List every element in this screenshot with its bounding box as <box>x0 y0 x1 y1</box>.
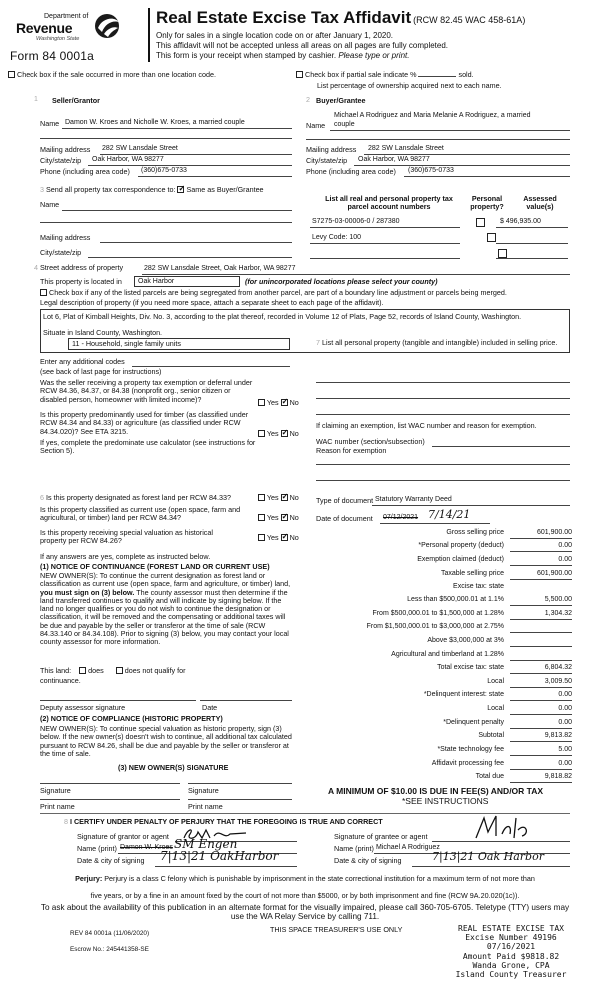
personal-property-line-2[interactable] <box>316 398 570 399</box>
parcel-line-3 <box>310 258 460 259</box>
calc-row <box>316 746 572 757</box>
grantor-name-handwritten[interactable]: SM Engen <box>174 837 238 851</box>
calc-label: From $500,000.01 to $1,500,000 at 1.28% <box>372 610 504 617</box>
buyer-heading: Buyer/Grantee <box>316 96 366 105</box>
calc-label: *Delinquent penalty <box>443 719 504 726</box>
segregated-row <box>40 289 507 297</box>
grantee-date-label: Date & city of signing <box>334 856 402 865</box>
calc-row <box>316 705 572 716</box>
calc-label: Exemption claimed (deduct) <box>417 556 504 563</box>
personal-property-checkbox-1[interactable] <box>476 218 485 227</box>
seller-mail-value[interactable]: 282 SW Lansdale Street <box>102 145 178 152</box>
buyer-mail-line <box>364 154 570 155</box>
calc-value[interactable]: 0.00 <box>510 542 572 552</box>
exemption-reason-label: Reason for exemption <box>316 446 387 455</box>
assessed-line-3 <box>496 258 568 259</box>
grantee-name-label: Name (print) <box>334 844 374 853</box>
grantor-signature-label: Signature of grantor or agent <box>77 832 169 841</box>
calc-label: Above $3,000,000 at 3% <box>427 637 504 644</box>
legal-description-label: Legal description of property (if you need more space, attach a separate sheet to each page of the affidavit). <box>40 298 384 307</box>
same-as-buyer-label: Same as Buyer/Grantee <box>186 185 264 194</box>
notice-continuance-body-b: The county assessor must then determine if the land transferred continues to qualify and will indicate by signing below. If the land no longer qualifies or you do not wish to continue the designation or classification, it will be removed and the compensating or additional taxes will be due and payable by the seller or transferor at the time of sale (RCW 84.33.140 or 84.34.108). Prior to signing (3) below, you may contact your local county assessor for more information. <box>40 587 289 647</box>
calc-value[interactable]: 0.00 <box>510 556 572 566</box>
calc-label: Gross selling price <box>446 529 504 536</box>
answers-instruction: If any answers are yes, complete as instructed below. <box>40 552 211 561</box>
seller-name-label: Name <box>40 119 60 128</box>
header-divider <box>148 8 150 62</box>
does-not-label: does not qualify for <box>124 666 186 675</box>
stamp-line-6: Island County Treasurer <box>455 969 567 979</box>
calc-row <box>316 719 572 730</box>
calc-label: *Delinquent interest: state <box>423 691 504 698</box>
grantee-signature-label: Signature of grantee or agent <box>334 832 428 841</box>
document-date-label: Date of document <box>316 514 373 523</box>
perjury-text: Perjury is a class C felony which is punishable by imprisonment in the state correctional institution for a maximum term of not more than <box>104 874 535 883</box>
grantor-date-label: Date & city of signing <box>77 856 145 865</box>
buyer-mail-label: Mailing address <box>306 145 357 154</box>
logo-text-department: Department of <box>44 13 89 20</box>
forest-no-checkbox[interactable] <box>281 494 288 501</box>
personal-property-header: Personal property? <box>470 194 504 212</box>
historic-no-label: No <box>289 533 299 542</box>
seller-phone-value[interactable]: (360)675-0733 <box>141 167 187 174</box>
calc-row <box>316 610 572 621</box>
stamp-line-4: Amount Paid $9818.82 <box>462 951 560 961</box>
calc-label: Local <box>487 705 504 712</box>
calc-row <box>316 732 572 743</box>
calc-value[interactable]: 0.00 <box>510 760 572 770</box>
stamp-line-1: REAL ESTATE EXCISE TAX <box>458 924 564 933</box>
correspondence-number: 3 <box>40 185 44 194</box>
buyer-name-line-2 <box>306 139 570 140</box>
stamp-line-5: Wanda Grone, CPA <box>472 960 550 970</box>
calc-value[interactable]: 0.00 <box>510 691 572 701</box>
seller-name-line <box>62 128 292 129</box>
does-label: does <box>88 666 104 675</box>
continuance-label: continuance. <box>40 676 81 685</box>
calc-value[interactable]: 9,818.82 <box>510 773 572 783</box>
owner-print-label-1: Print name <box>40 802 75 811</box>
calc-value[interactable]: 1,304.32 <box>510 610 572 620</box>
same-as-buyer-checkbox[interactable] <box>177 186 184 193</box>
correspondence-name-line[interactable] <box>62 210 292 211</box>
assessed-value-1[interactable]: $ 496,935.00 <box>500 218 541 225</box>
grantor-name-label: Name (print) <box>77 844 117 853</box>
calc-value[interactable]: 6,804.32 <box>510 664 572 674</box>
correspondence-name-label: Name <box>40 200 60 209</box>
perjury-statement <box>40 875 570 883</box>
property-street-row <box>34 264 123 272</box>
forest-question <box>40 494 231 502</box>
section-7-number: 7 <box>316 338 320 347</box>
property-street-value[interactable]: 282 SW Lansdale Street, Oak Harbor, WA 98277 <box>144 265 296 272</box>
calc-row <box>316 529 572 540</box>
calc-row <box>316 583 572 594</box>
historic-yes-no <box>258 534 299 542</box>
owner-print-label-2: Print name <box>188 802 223 811</box>
section-6-number: 6 <box>40 493 44 502</box>
land-use-value: 11 - Household, single family units <box>72 339 181 348</box>
grantor-date-handwritten[interactable]: 7|13|21 OakHarbor <box>160 849 279 863</box>
notice-continuance-body-a: NEW OWNER(S): To continue the current designation as forest land or classification as current use (open space, farm and agriculture, or timber) land, <box>40 571 291 589</box>
treasurer-stamp <box>436 924 586 979</box>
calc-row <box>316 596 572 607</box>
calc-value[interactable]: 5,500.00 <box>510 596 572 606</box>
calc-row <box>316 570 572 581</box>
grantor-date-line <box>155 866 297 867</box>
timber-yes-checkbox[interactable] <box>258 430 265 437</box>
header-note-2: This affidavit will not be accepted unless all areas on all pages are fully completed. <box>156 41 449 50</box>
timber-no-label: No <box>289 429 299 438</box>
owner-signature-label-2: Signature <box>188 786 219 795</box>
grantee-signature-image[interactable] <box>470 814 550 842</box>
stamp-line-3: 07/16/2021 <box>486 942 536 952</box>
header-note-3-italic: Please type or print. <box>338 51 410 60</box>
calc-label: Total excise tax: state <box>437 664 504 671</box>
owner-signature-line-2[interactable] <box>188 783 292 784</box>
parcel-line-1 <box>310 227 460 228</box>
current-use-yes-label: Yes <box>266 513 279 522</box>
personal-property-line-1[interactable] <box>316 382 570 383</box>
exemption-no-label: No <box>289 398 299 407</box>
logo-text-revenue: Revenue <box>16 20 73 36</box>
deputy-date-line[interactable] <box>200 700 292 701</box>
revenue-logo <box>10 8 130 48</box>
timber-question: Is this property predominantly used for timber (as classified under RCW 84.34 and 84.33) or agriculture (as classified under RCW 84.34.020)? See ETA 3215. <box>40 410 249 436</box>
seller-phone-label: Phone (including area code) <box>40 167 130 176</box>
form-title-rcw: (RCW 82.45 WAC 458-61A) <box>413 15 526 25</box>
calc-value[interactable]: 601,900.00 <box>510 529 572 539</box>
deputy-date-label: Date <box>202 703 218 712</box>
located-select[interactable] <box>134 276 240 287</box>
owner-print-line-1[interactable] <box>40 799 180 800</box>
parcel-header: List all real and personal property tax parcel account numbers <box>325 194 453 212</box>
calc-label: *State technology fee <box>437 746 504 753</box>
multi-location-checkbox[interactable] <box>8 71 15 78</box>
calc-label: Agricultural and timberland at 1.28% <box>391 651 504 658</box>
partial-sale-row <box>296 71 474 79</box>
calc-row <box>316 637 572 648</box>
header-note-1: Only for sales in a single location code on or after January 1, 2020. <box>156 31 394 40</box>
located-select-value: Oak Harbor <box>138 278 175 285</box>
calc-label: Local <box>487 678 504 685</box>
revision-label: REV 84 0001a (11/06/2020) <box>70 930 150 937</box>
calc-label: Excise tax: state <box>453 583 504 590</box>
current-use-question: Is this property classified as current use (open space, farm and agricultural, or timber) land per RCW 84.34? <box>40 505 241 523</box>
timber-no-checkbox[interactable] <box>281 430 288 437</box>
levy-code-value[interactable]: Levy Code: 100 <box>312 234 362 241</box>
calc-value[interactable] <box>510 651 572 661</box>
additional-codes-label: Enter any additional codes <box>40 357 125 366</box>
seller-city-value[interactable]: Oak Harbor, WA 98277 <box>92 156 164 163</box>
certify-title-text: I CERTIFY UNDER PENALTY OF PERJURY THAT THE FOREGOING IS TRUE AND CORRECT <box>70 817 383 826</box>
document-type-label: Type of document <box>316 496 374 505</box>
section-7-text: List all personal property (tangible and intangible) included in selling price. <box>322 338 558 347</box>
this-land-label: This land: <box>40 666 72 675</box>
logo-swoosh-icon <box>92 12 126 40</box>
buyer-name-label: Name <box>306 121 326 130</box>
seller-name-value[interactable]: Damon W. Kroes and Nicholle W. Kroes, a married couple <box>65 119 245 126</box>
seller-city-line <box>88 165 292 166</box>
calc-value[interactable]: 5.00 <box>510 746 572 756</box>
partial-sale-checkbox[interactable] <box>296 71 303 78</box>
calc-value[interactable]: 0.00 <box>510 719 572 729</box>
buyer-name-value-1[interactable]: Michael A Rodriguez and Maria Melanie A Rodriguez, a married <box>334 112 531 119</box>
exemption-reason-line-2[interactable] <box>316 480 570 481</box>
seller-mail-line <box>100 154 292 155</box>
multi-location-row <box>8 71 216 79</box>
current-use-no-checkbox[interactable] <box>281 514 288 521</box>
seller-mail-label: Mailing address <box>40 145 91 154</box>
grantee-name-value[interactable]: Michael A Rodriguez <box>376 844 440 851</box>
unincorporated-note: (for unincorporated locations please select your county) <box>245 277 438 286</box>
seller-section-number: 1 <box>34 96 38 103</box>
partial-sale-percent-field[interactable] <box>418 76 456 77</box>
calc-label: Subtotal <box>478 732 504 739</box>
segregated-label: Check box if any of the listed parcels are being segregated from another parcel, are part of a boundary line adjustment or parcels being merged. <box>49 288 507 297</box>
calc-label: From $1,500,000.01 to $3,000,000 at 2.75% <box>366 623 504 630</box>
document-type-line <box>372 505 570 506</box>
exemption-reason-line-1[interactable] <box>316 464 570 465</box>
exemption-claim-label: If claiming an exemption, list WAC number and reason for exemption. <box>316 421 537 430</box>
located-label: This property is located in <box>40 277 122 286</box>
buyer-phone-value[interactable]: (360)675-0733 <box>408 167 454 174</box>
current-use-no-label: No <box>289 513 299 522</box>
wac-number-label: WAC number (section/subsection) <box>316 437 425 446</box>
assessed-line-1 <box>496 227 568 228</box>
grantee-date-handwritten[interactable]: 7|13|21 Oak Harbor <box>432 850 544 863</box>
does-not-qualify-checkbox[interactable] <box>116 667 123 674</box>
certify-number: 8 <box>64 817 68 826</box>
document-date-old: 07/12/2021 <box>383 514 419 521</box>
correspondence-mail-label: Mailing address <box>40 233 91 242</box>
exemption-yes-label: Yes <box>266 398 279 407</box>
seller-name-line-2 <box>40 138 292 139</box>
correspondence-city-label: City/state/zip <box>40 248 82 257</box>
personal-property-checkbox-2[interactable] <box>487 233 496 242</box>
correspondence-row <box>40 186 264 194</box>
calc-row <box>316 773 572 784</box>
assessed-line-2 <box>496 243 568 244</box>
forest-no-label: No <box>289 493 299 502</box>
correspondence-city-line[interactable] <box>88 257 292 258</box>
partial-sale-note: List percentage of ownership acquired next to each name. <box>317 81 502 90</box>
calc-label: Less than $500,000.01 at 1.1% <box>407 596 504 603</box>
legal-description-line-2: Situate in Island County, Washington. <box>43 328 163 337</box>
forest-question-text: Is this property designated as forest land per RCW 84.33? <box>46 493 231 502</box>
timber-yes-label: Yes <box>266 429 279 438</box>
land-use-select[interactable] <box>68 338 290 350</box>
perjury-label: Perjury: <box>75 874 103 883</box>
see-instructions: *SEE INSTRUCTIONS <box>402 796 489 806</box>
calc-row <box>316 556 572 567</box>
logo-text-state: Washington State <box>36 36 80 42</box>
buyer-phone-line <box>404 176 570 177</box>
document-type-value[interactable]: Statutory Warranty Deed <box>375 496 452 503</box>
correspondence-name-line-2[interactable] <box>40 222 292 223</box>
calc-value[interactable] <box>510 623 572 633</box>
historic-no-checkbox[interactable] <box>281 534 288 541</box>
seller-heading: Seller/Grantor <box>52 96 100 105</box>
legal-description-line-1: Lot 6, Plat of Kimball Heights, Div. No. 3, according to the plat thereof, recorded in Volume 12 of Plats, Page 52, records of Island County, Washington. <box>43 312 522 321</box>
wac-number-line[interactable] <box>432 446 570 447</box>
document-date-line <box>380 523 490 524</box>
stamp-line-2: Excise Number 49196 <box>465 933 557 943</box>
calc-row <box>316 664 572 675</box>
multi-location-label: Check box if the sale occurred in more than one location code. <box>17 70 216 79</box>
calc-value[interactable]: 0.00 <box>510 705 572 715</box>
timber-calculator-note: If yes, complete the predominate use calculator (see instructions for Section 5). <box>40 438 256 456</box>
exemption-no-checkbox[interactable] <box>281 399 288 406</box>
notice-compliance-title: (2) NOTICE OF COMPLIANCE (HISTORIC PROPERTY) <box>40 714 223 723</box>
grantor-name-typed: Damon W. Kroes <box>120 844 173 851</box>
timber-yes-no <box>258 430 299 438</box>
forest-yes-checkbox[interactable] <box>258 494 265 501</box>
header-note-3-text: This form is your receipt when stamped by cashier. <box>156 51 337 60</box>
form-title-text: Real Estate Excise Tax Affidavit <box>156 8 412 27</box>
calc-row <box>316 651 572 662</box>
calc-value[interactable]: 601,900.00 <box>510 570 572 580</box>
forest-yes-no <box>258 494 299 502</box>
additional-codes-note: (see back of last page for instructions) <box>40 367 162 376</box>
personal-property-list-label <box>316 339 572 347</box>
deputy-signature-label: Deputy assessor signature <box>40 703 126 712</box>
availability-notice: To ask about the availability of this publication in an alternate format for the visually impaired, please call 360-705-6705. Teletype (TTY) users may use the WA Relay Service by calling 711. <box>40 903 570 922</box>
deputy-signature-line[interactable] <box>40 700 196 701</box>
personal-property-line-3[interactable] <box>316 414 570 415</box>
notice-compliance-body: NEW OWNER(S): To continue special valuation as historic property, sign (3) below. If the new owner(s) doesn't wish to continue, all additional tax calculated pursuant to RCW 84.26, shall be due and payable by the seller or transferor at the time of sale. <box>40 724 292 758</box>
correspondence-label: Send all property tax correspondence to: <box>46 185 176 194</box>
historic-yes-label: Yes <box>266 533 279 542</box>
calc-value[interactable] <box>510 637 572 647</box>
calc-row <box>316 678 572 689</box>
personal-property-checkbox-3[interactable] <box>498 249 507 258</box>
seller-city-label: City/state/zip <box>40 156 82 165</box>
calc-value[interactable]: 3,009.50 <box>510 678 572 688</box>
does-qualify-checkbox[interactable] <box>79 667 86 674</box>
notice-continuance-bold: you must sign on (3) below. <box>40 587 135 597</box>
current-use-yes-no <box>258 514 299 522</box>
partial-sold-label: sold. <box>458 70 474 79</box>
buyer-name-line <box>330 130 570 131</box>
buyer-city-label: City/state/zip <box>306 156 348 165</box>
document-date-new[interactable]: 7/14/21 <box>428 508 471 521</box>
new-owner-signature-title: (3) NEW OWNER(S) SIGNATURE <box>118 763 229 772</box>
owner-print-line-2[interactable] <box>188 799 292 800</box>
minimum-notice: A MINIMUM OF $10.00 IS DUE IN FEE(S) AND/OR TAX <box>328 786 544 796</box>
buyer-city-line <box>354 165 570 166</box>
calc-value[interactable]: 9,813.82 <box>510 732 572 742</box>
calc-label: Taxable selling price <box>440 570 504 577</box>
owner-signature-label-1: Signature <box>40 786 71 795</box>
form-title <box>156 8 525 28</box>
perjury-statement-2: five years, or by a fine in an amount fixed by the court of not more than $5000, or by both imprisonment and fine (RCW 9A.20.020(1c)). <box>90 891 520 900</box>
this-land-row <box>40 667 185 675</box>
form-number: Form 84 0001a <box>10 49 94 63</box>
calc-row <box>316 691 572 702</box>
correspondence-mail-line[interactable] <box>100 242 292 243</box>
notice-continuance-body <box>40 572 292 647</box>
historic-yes-checkbox[interactable] <box>258 534 265 541</box>
forest-yes-label: Yes <box>266 493 279 502</box>
partial-sale-label: Check box if partial sale indicate % <box>305 70 417 79</box>
current-use-yes-checkbox[interactable] <box>258 514 265 521</box>
buyer-name-value-2[interactable]: couple <box>334 121 355 128</box>
calc-value[interactable] <box>510 583 572 593</box>
grantee-date-line <box>412 866 570 867</box>
calc-label: *Personal property (deduct) <box>418 542 504 549</box>
buyer-city-value[interactable]: Oak Harbor, WA 98277 <box>358 156 430 163</box>
owner-signature-line-1[interactable] <box>40 783 180 784</box>
exemption-yes-checkbox[interactable] <box>258 399 265 406</box>
calc-label: Total due <box>475 773 504 780</box>
property-section-number: 4 <box>34 263 38 272</box>
historic-question: Is this property receiving special valuation as historical property per RCW 84.26? <box>40 528 213 546</box>
property-street-line <box>142 274 570 275</box>
property-street-label: Street address of property <box>40 263 124 272</box>
exemption-question: Was the seller receiving a property tax exemption or deferral under RCW 84.36, 84.37, or 84.38 (nonprofit org., senior citizen or disabled person, homeowner with limited income)? <box>40 378 253 404</box>
header-note-3 <box>156 51 409 60</box>
buyer-mail-value[interactable]: 282 SW Lansdale Street <box>368 145 444 152</box>
seller-phone-line <box>138 176 292 177</box>
calc-row <box>316 760 572 771</box>
buyer-phone-label: Phone (including area code) <box>306 167 396 176</box>
escrow-number: Escrow No.: 245441358-SE <box>70 946 149 953</box>
parcel-number-value[interactable]: S7275-03-00006-0 / 287380 <box>312 218 400 225</box>
treasurer-space-label: THIS SPACE TREASURER'S USE ONLY <box>270 925 403 934</box>
parcel-line-2 <box>310 243 460 244</box>
exemption-yes-no <box>258 399 299 407</box>
calc-label: Affidavit processing fee <box>431 760 504 767</box>
segregated-checkbox[interactable] <box>40 289 47 296</box>
buyer-section-number: 2 <box>306 95 310 104</box>
notice-continuance-title: (1) NOTICE OF CONTINUANCE (FOREST LAND OR CURRENT USE) <box>40 562 270 571</box>
calc-row <box>316 542 572 553</box>
calc-row <box>316 623 572 634</box>
assessed-value-header: Assessed value(s) <box>523 194 557 212</box>
